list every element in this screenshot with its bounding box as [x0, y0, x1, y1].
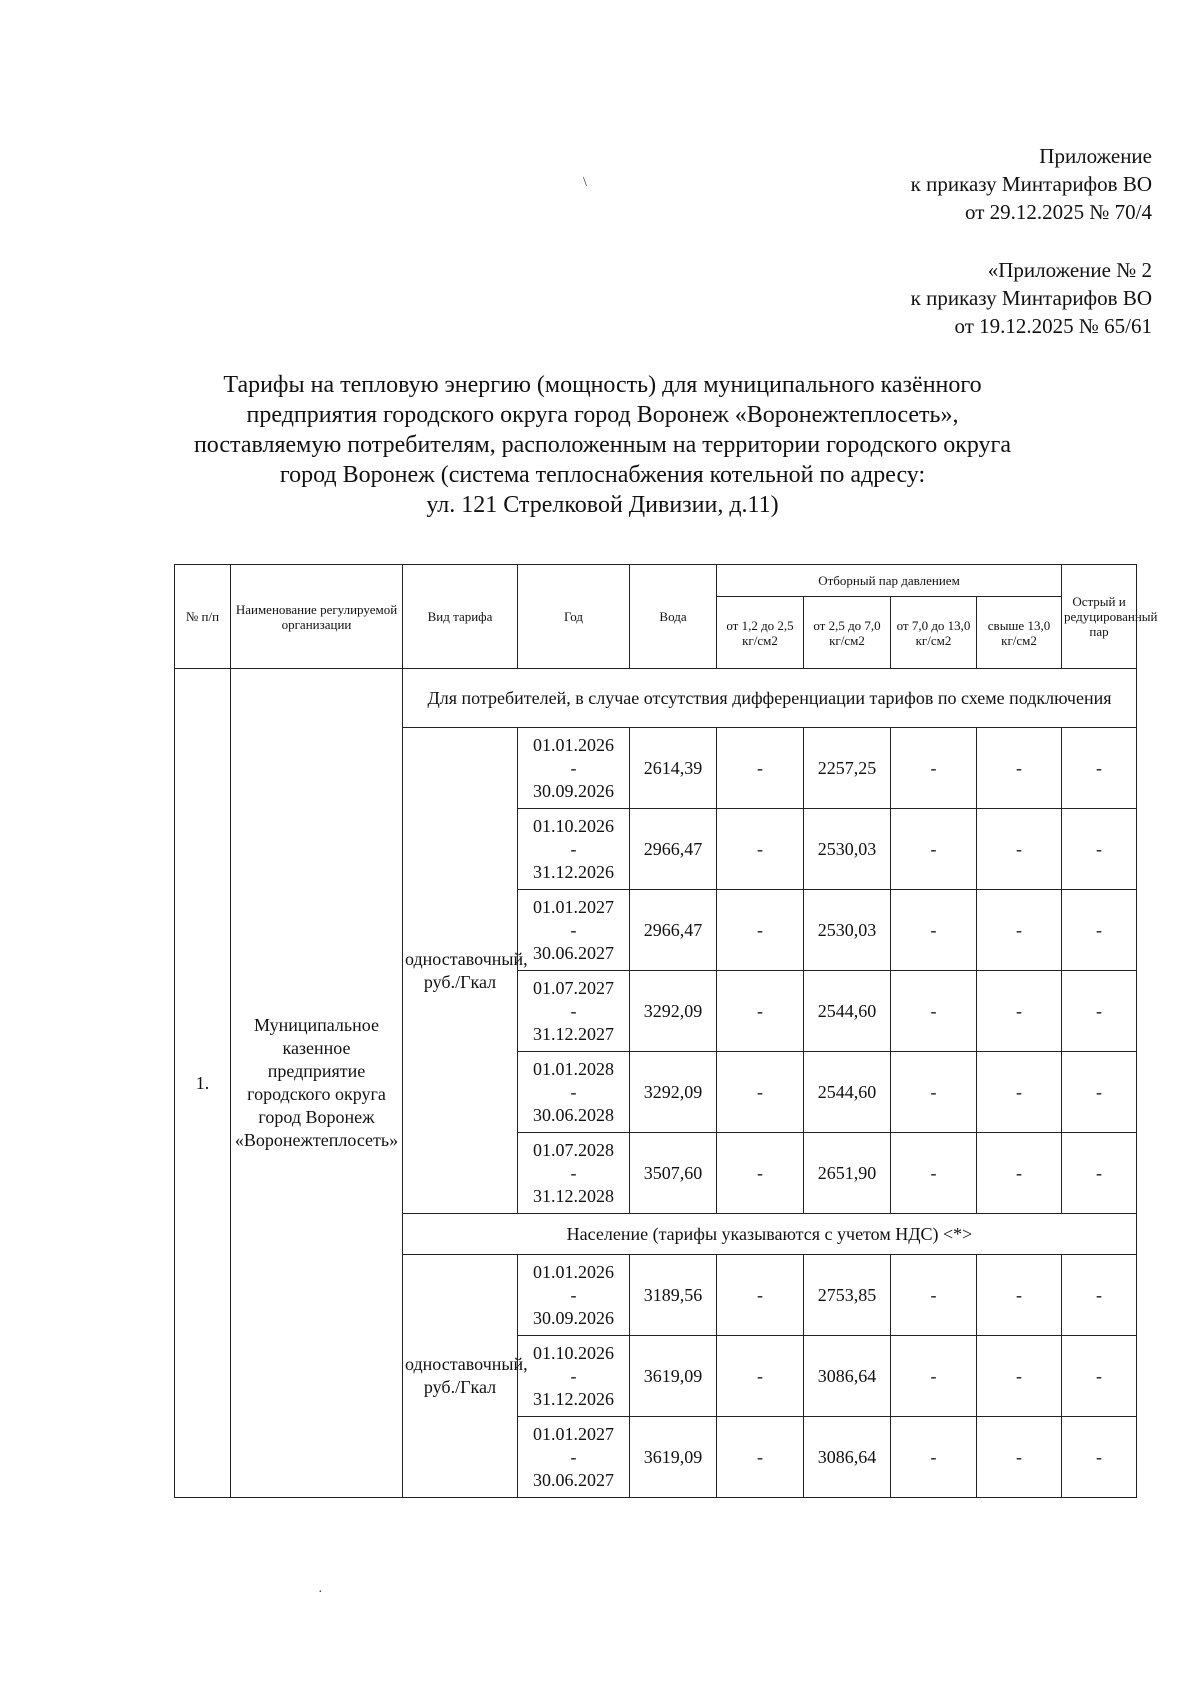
appendix-line: к приказу Минтарифов ВО: [910, 172, 1152, 196]
steam-2-value: 2530,03: [804, 809, 891, 890]
steam-1-value: -: [717, 1336, 804, 1417]
steam-3-value: -: [891, 1336, 977, 1417]
appendix-line: от 29.12.2025 № 70/4: [964, 200, 1152, 224]
steam-1-value: -: [717, 890, 804, 971]
steam-2-value: 2544,60: [804, 971, 891, 1052]
header-sharp-steam: Острый и редуцированный пар: [1062, 565, 1137, 669]
sharp-steam-value: -: [1062, 1336, 1137, 1417]
section-label-consumers: Для потребителей, в случае отсутствия дифференциации тарифов по схеме подключения: [403, 669, 1137, 728]
steam-4-value: -: [977, 728, 1062, 809]
steam-1-value: -: [717, 1255, 804, 1336]
steam-3-value: -: [891, 1255, 977, 1336]
steam-1-value: -: [717, 809, 804, 890]
row-number: 1.: [175, 669, 231, 1498]
header-steam-4: свыше 13,0 кг/см2: [977, 597, 1062, 669]
water-value: 3292,09: [630, 1052, 717, 1133]
sharp-steam-value: -: [1062, 1417, 1137, 1498]
header-tariff-type: Вид тарифа: [403, 565, 518, 669]
section-label-population: Население (тарифы указываются с учетом НДС) <*>: [403, 1214, 1137, 1255]
steam-1-value: -: [717, 971, 804, 1052]
period-cell: 01.07.2028 - 31.12.2028: [518, 1133, 630, 1214]
document-title: [130, 370, 1075, 520]
period-cell: 01.01.2026 - 30.09.2026: [518, 728, 630, 809]
steam-3-value: -: [891, 728, 977, 809]
steam-3-value: -: [891, 1417, 977, 1498]
steam-2-value: 2651,90: [804, 1133, 891, 1214]
steam-2-value: 2257,25: [804, 728, 891, 809]
sharp-steam-value: -: [1062, 809, 1137, 890]
period-cell: 01.01.2027 - 30.06.2027: [518, 1417, 630, 1498]
sharp-steam-value: -: [1062, 1133, 1137, 1214]
period-cell: 01.07.2027 - 31.12.2027: [518, 971, 630, 1052]
steam-4-value: -: [977, 1133, 1062, 1214]
scan-mark: \: [583, 175, 587, 190]
water-value: 3507,60: [630, 1133, 717, 1214]
steam-3-value: -: [891, 890, 977, 971]
period-cell: 01.10.2026 - 31.12.2026: [518, 809, 630, 890]
steam-2-value: 2753,85: [804, 1255, 891, 1336]
steam-3-value: -: [891, 1133, 977, 1214]
header-year: Год: [518, 565, 630, 669]
water-value: 3189,56: [630, 1255, 717, 1336]
sharp-steam-value: -: [1062, 728, 1137, 809]
steam-1-value: -: [717, 728, 804, 809]
steam-4-value: -: [977, 1255, 1062, 1336]
appendix-reference-original: [911, 256, 1152, 340]
water-value: 2966,47: [630, 890, 717, 971]
steam-3-value: -: [891, 809, 977, 890]
steam-3-value: -: [891, 1052, 977, 1133]
sharp-steam-value: -: [1062, 971, 1137, 1052]
sharp-steam-value: -: [1062, 890, 1137, 971]
steam-4-value: -: [977, 809, 1062, 890]
period-cell: 01.01.2028 - 30.06.2028: [518, 1052, 630, 1133]
water-value: 2614,39: [630, 728, 717, 809]
steam-2-value: 2544,60: [804, 1052, 891, 1133]
water-value: 3292,09: [630, 971, 717, 1052]
steam-4-value: -: [977, 890, 1062, 971]
title-line: город Воронеж (система теплоснабжения котельной по адресу:: [279, 462, 926, 488]
header-number: № п/п: [175, 565, 231, 669]
appendix-line: от 19.12.2025 № 65/61: [954, 314, 1152, 338]
steam-1-value: -: [717, 1417, 804, 1498]
title-line: предприятия городского округа город Воронеж «Воронежтеплосеть»,: [246, 402, 959, 428]
header-organization: Наименование регулируемой организации: [231, 565, 403, 669]
appendix-reference-current: [911, 142, 1152, 226]
scan-dot: ·: [318, 1585, 323, 1600]
steam-2-value: 3086,64: [804, 1336, 891, 1417]
title-line: поставляемую потребителям, расположенным на территории городского округа: [193, 432, 1012, 458]
steam-4-value: -: [977, 1336, 1062, 1417]
period-cell: 01.01.2026 - 30.09.2026: [518, 1255, 630, 1336]
header-steam-1: от 1,2 до 2,5 кг/см2: [717, 597, 804, 669]
tariff-type-cell: одноставочный, руб./Гкал: [403, 728, 518, 1214]
appendix-line: «Приложение № 2: [987, 258, 1152, 282]
tariff-table: [174, 564, 1158, 1498]
steam-1-value: -: [717, 1133, 804, 1214]
steam-2-value: 2530,03: [804, 890, 891, 971]
steam-1-value: -: [717, 1052, 804, 1133]
tariff-type-cell: одноставочный, руб./Гкал: [403, 1255, 518, 1498]
water-value: 2966,47: [630, 809, 717, 890]
water-value: 3619,09: [630, 1417, 717, 1498]
title-line: ул. 121 Стрелковой Дивизии, д.11): [426, 492, 779, 518]
appendix-line: Приложение: [1039, 144, 1152, 168]
header-steam-group: Отборный пар давлением: [717, 565, 1062, 597]
water-value: 3619,09: [630, 1336, 717, 1417]
period-cell: 01.10.2026 - 31.12.2026: [518, 1336, 630, 1417]
title-line: Тарифы на тепловую энергию (мощность) для муниципального казённого: [223, 372, 982, 398]
period-cell: 01.01.2027 - 30.06.2027: [518, 890, 630, 971]
header-steam-3: от 7,0 до 13,0 кг/см2: [891, 597, 977, 669]
header-steam-2: от 2,5 до 7,0 кг/см2: [804, 597, 891, 669]
steam-4-value: -: [977, 971, 1062, 1052]
sharp-steam-value: -: [1062, 1052, 1137, 1133]
steam-2-value: 3086,64: [804, 1417, 891, 1498]
steam-4-value: -: [977, 1417, 1062, 1498]
organization-name: Муниципальное казенное предприятие городского округа город Воронеж «Воронежтеплосеть»: [231, 669, 403, 1498]
header-water: Вода: [630, 565, 717, 669]
steam-3-value: -: [891, 971, 977, 1052]
appendix-line: к приказу Минтарифов ВО: [910, 286, 1152, 310]
steam-4-value: -: [977, 1052, 1062, 1133]
sharp-steam-value: -: [1062, 1255, 1137, 1336]
